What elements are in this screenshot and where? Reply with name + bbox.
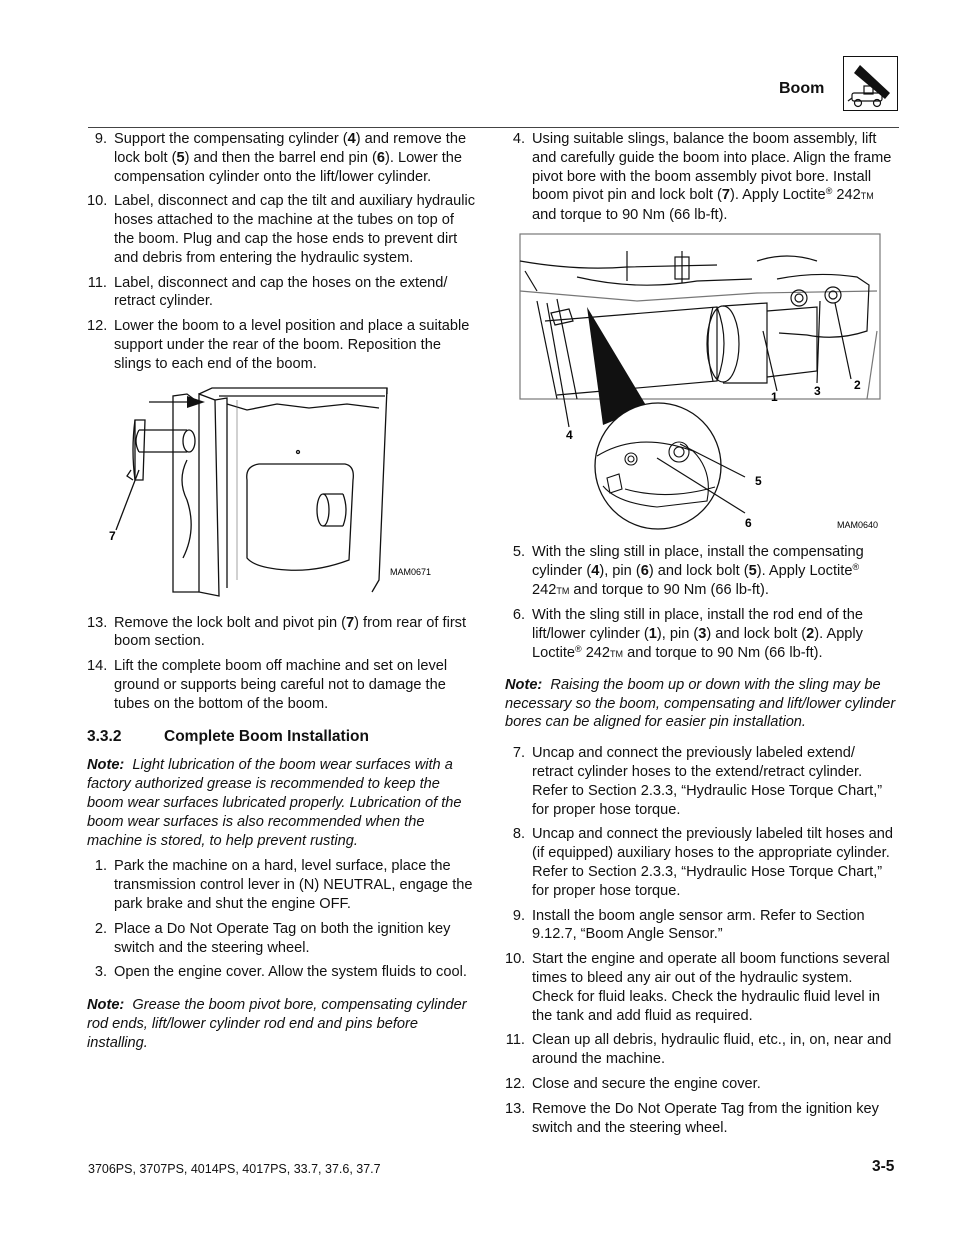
figure2-callout-6: 6 [745,515,752,530]
figure-boom-rear-pivot [87,380,477,602]
item-text: Lower the boom to a level position and place a suitable support under the rear of the boom. Reposition the slings to each end of the boom. [114,318,470,372]
figure2-callout-1: 1 [771,389,778,404]
list-item [505,1075,897,1094]
right-column [505,130,897,1143]
telehandler-logo-icon [843,56,898,111]
figure2-callout-3: 3 [814,383,821,398]
list-item: 4. Using suitable slings, balance the boom assembly, lift and carefully guide the boom into place. Align the frame pivot bore with the boom assembly pivot bore. Install boom pivot pin and lock bolt (7). Apply Loctite® 242TM and torque to 90 Nm (66 lb-ft). [505,130,897,225]
item-number: 14. [87,658,108,675]
list-item [87,657,477,713]
figure1-callout-7: 7 [109,528,116,543]
list-item [87,857,477,913]
item-number: 2. [94,920,107,937]
figure1-code: MAM0671 [390,566,432,577]
item-text: Clean up all debris, hydraulic fluid, etc., in, on, near and around the machine. [532,1032,892,1068]
header-rule [88,127,899,128]
list-item: 6. With the sling still in place, install the rod end of the lift/lower cylinder (1), pin (3) and lock bolt (2). Apply Loctite® 242TM and torque to 90 Nm (66 lb-ft). [505,606,897,663]
list-item [87,963,477,982]
item-number: 5. [512,543,525,560]
list-item: 5. With the sling still in place, install the compensating cylinder (4), pin (6) and lock bolt (5). Apply Loctite® 242TM and torque to 90 Nm (66 lb-ft). [505,543,897,600]
note-sling-alignment: Note: Raising the boom up or down with the sling may be necessary so the boom, compensating and lift/lower cylinder bores can be aligned for easier pin installation. [505,676,896,731]
footer-page-number: 3-5 [872,1158,895,1175]
item-number: 4. [512,131,525,147]
item-text: Place a Do Not Operate Tag on both the ignition key switch and the steering wheel. [114,920,451,956]
item-number: 9. [512,907,525,924]
header-section-title: Boom [779,80,825,97]
list-item [87,920,477,958]
figure2-callout-4: 4 [566,427,573,442]
list-item [87,274,477,312]
item-number: 10. [505,951,526,968]
section-heading [87,728,477,747]
item-number: 11. [87,274,107,291]
note-lubrication: Note: Light lubrication of the boom wear surfaces with a factory authorized grease is recommended to keep the boom wear surfaces lubricated properly. Lubrication of the boom wear surfaces is also recommended when the machine is stored, to help prevent rusting. [87,757,462,849]
list-item [505,1100,897,1138]
item-number: 13. [87,614,108,631]
list-item [87,317,477,373]
item-number: 1. [94,858,107,875]
list-item [505,907,897,945]
list-item [505,1031,897,1069]
item-number: 7. [512,745,525,762]
item-number: 6. [512,607,525,624]
list-item: 9. Support the compensating cylinder (4) and remove the lock bolt (5) and then the barrel end pin (6). Lower the compensation cylinder onto the lift/lower cylinder. [87,130,477,186]
item-text: Uncap and connect the previously labeled tilt hoses and (if equipped) auxiliary hoses to the appropriate cylinder. Refer to Section 2.3.3, “Hydraulic Hose Torque Chart,” for proper hose torque. [532,826,894,899]
note-grease: Note: Grease the boom pivot bore, compensating cylinder rod ends, lift/lower cylinder rod end and pins before installing. [87,997,467,1051]
item-number: 12. [87,318,108,335]
item-number: 9. [94,131,107,147]
figure2-code: MAM0640 [837,519,879,530]
figure2-callout-2: 2 [854,377,861,392]
item-text: Uncap and connect the previously labeled extend/ retract cylinder hoses to the extend/retract cylinder. Refer to Section 2.3.3, “Hydraulic Hose Torque Chart,” for proper hose torque. [532,745,883,818]
left-column [87,130,477,1060]
list-item [87,192,477,267]
item-text: Install the boom angle sensor arm. Refer to Section 9.12.7, “Boom Angle Sensor.” [532,907,865,943]
item-number: 12. [505,1075,526,1092]
item-number: 10. [87,193,108,210]
item-number: 13. [505,1100,526,1117]
list-item [505,744,897,819]
item-text: Remove the Do Not Operate Tag from the ignition key switch and the steering wheel. [532,1100,879,1136]
list-item [505,950,897,1025]
section-title: Complete Boom Installation [164,727,369,745]
item-number: 11. [505,1032,525,1049]
item-number: 8. [512,826,525,843]
list-item [505,825,897,900]
item-text: Start the engine and operate all boom functions several times to bleed any air out of the hydraulic system. Check for fluid leaks. Check the hydraulic fluid level in the tank and add fluid as required. [532,951,890,1024]
section-number: 3.3.2 [87,727,122,745]
figure-boom-pivot-installation [517,231,897,541]
item-text: Park the machine on a hard, level surface, place the transmission control lever in (N) NEUTRAL, engage the park brake and shut the engine OFF. [114,858,473,912]
item-text: Open the engine cover. Allow the system fluids to cool. [114,964,467,981]
list-item: 13. Remove the lock bolt and pivot pin (7) from rear of first boom section. [87,614,467,650]
item-text: Label, disconnect and cap the hoses on the extend/ retract cylinder. [114,274,448,310]
item-text: Lift the complete boom off machine and set on level ground or supports being careful not to damage the tubes on the bottom of the boom. [114,658,448,712]
item-number: 3. [94,964,107,981]
figure2-callout-5: 5 [755,473,762,488]
item-text: Close and secure the engine cover. [532,1075,761,1092]
item-text: Label, disconnect and cap the tilt and auxiliary hydraulic hoses attached to the machine at the tubes on top of the boom. Plug and cap the hose ends to prevent dirt and debris from entering the hydraulic system. [114,193,476,266]
footer-models: 3706PS, 3707PS, 4014PS, 4017PS, 33.7, 37.6, 37.7 [88,1162,381,1176]
